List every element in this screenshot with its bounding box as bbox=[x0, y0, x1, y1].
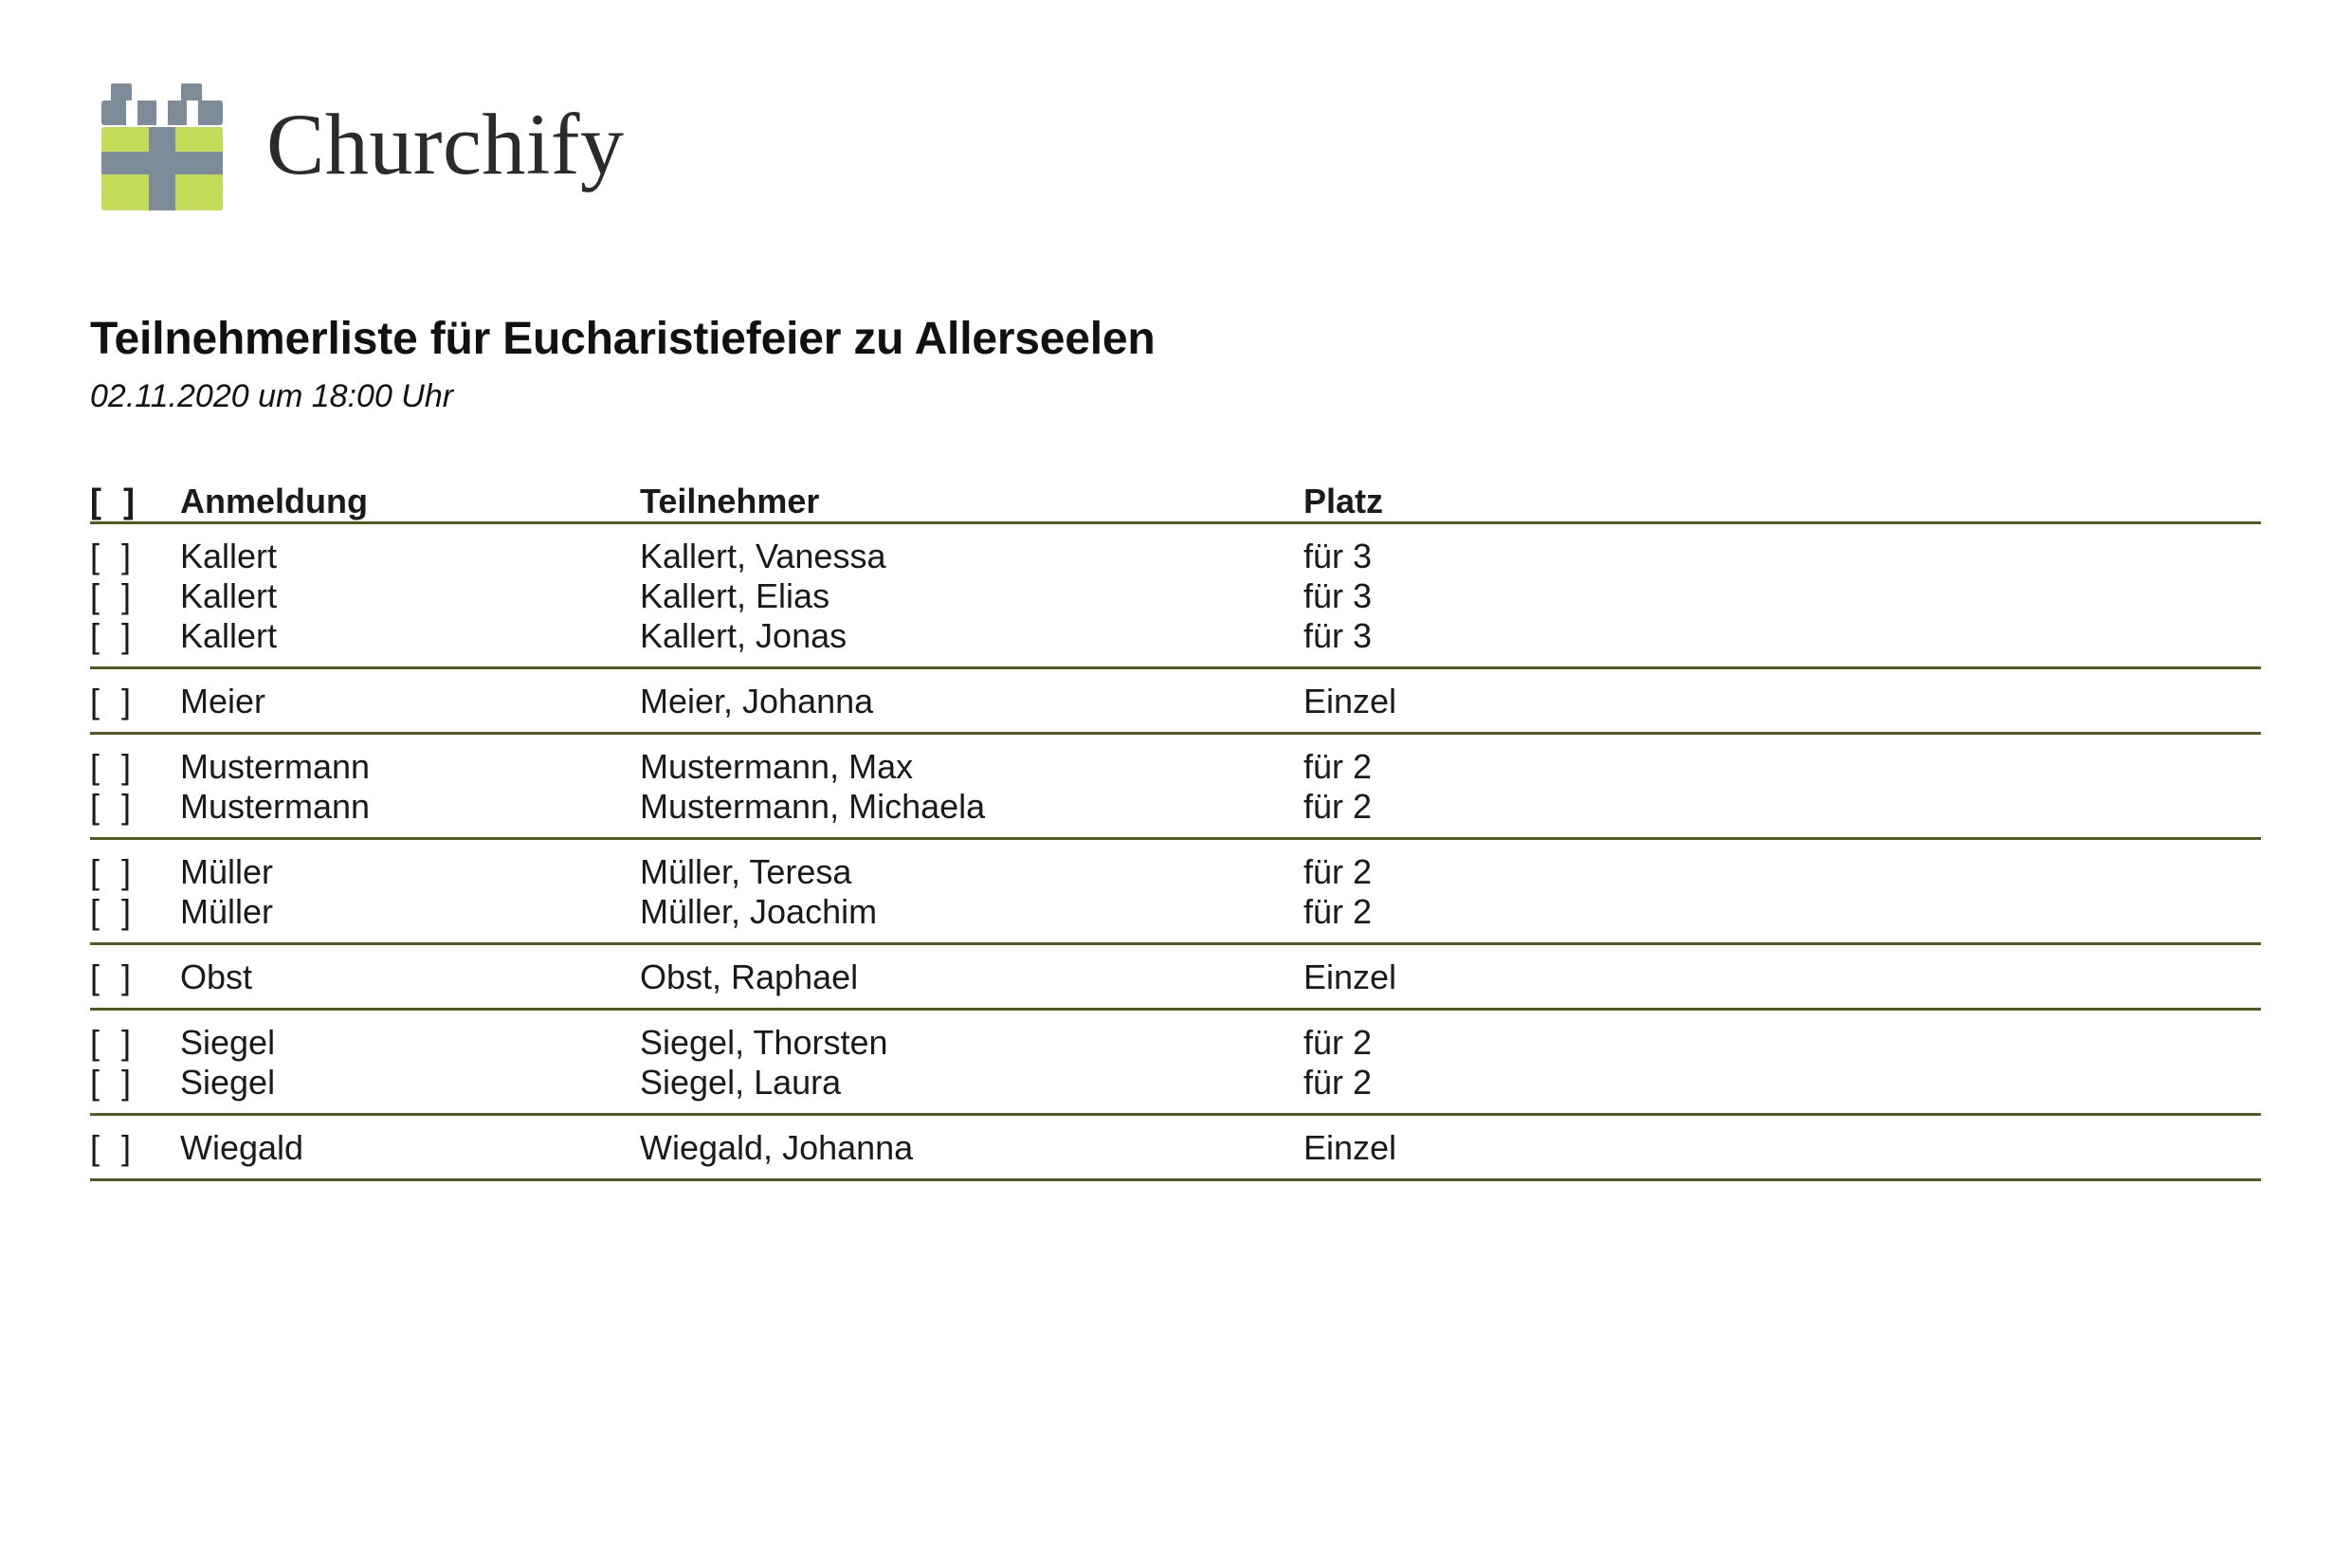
brand-name: Churchify bbox=[266, 96, 625, 192]
row-teilnehmer: Wiegald, Johanna bbox=[640, 1115, 1303, 1180]
page-title: Teilnehmerliste für Eucharistiefeier zu Allerseelen bbox=[90, 314, 1156, 364]
church-building-icon bbox=[90, 80, 234, 214]
header-checkbox: [ ] bbox=[90, 482, 136, 520]
table-row bbox=[90, 1010, 2261, 1064]
table-row bbox=[90, 616, 2261, 668]
row-anmeldung: Kallert bbox=[180, 616, 640, 668]
row-checkbox[interactable]: [ ] bbox=[90, 668, 180, 734]
row-teilnehmer: Mustermann, Michaela bbox=[640, 787, 1303, 839]
row-checkbox[interactable]: [ ] bbox=[90, 787, 180, 839]
row-platz: für 2 bbox=[1303, 747, 1373, 786]
row-teilnehmer: Obst, Raphael bbox=[640, 944, 1303, 1010]
header-anmeldung: Anmeldung bbox=[180, 482, 368, 520]
row-teilnehmer: Müller, Joachim bbox=[640, 892, 1303, 944]
row-teilnehmer: Meier, Johanna bbox=[640, 668, 1303, 734]
row-teilnehmer: Kallert, Jonas bbox=[640, 616, 1303, 668]
row-anmeldung: Siegel bbox=[180, 1063, 640, 1115]
row-checkbox[interactable]: [ ] bbox=[90, 616, 180, 668]
row-teilnehmer: Müller, Teresa bbox=[640, 852, 852, 891]
table-row bbox=[90, 576, 2261, 616]
row-platz: für 2 bbox=[1303, 852, 1373, 891]
row-teilnehmer: Siegel, Thorsten bbox=[640, 1023, 888, 1062]
header-platz: Platz bbox=[1303, 482, 1384, 520]
table-row bbox=[90, 1115, 2261, 1180]
row-platz: für 3 bbox=[1303, 537, 1373, 575]
row-teilnehmer: Kallert, Vanessa bbox=[640, 537, 886, 575]
row-platz: für 3 bbox=[1303, 616, 2261, 668]
page-subtitle: 02.11.2020 um 18:00 Uhr bbox=[90, 378, 454, 414]
row-teilnehmer: Kallert, Elias bbox=[640, 576, 830, 615]
row-checkbox[interactable]: [ ] bbox=[90, 944, 180, 1010]
table-row bbox=[90, 1063, 2261, 1115]
table-row bbox=[90, 787, 2261, 839]
row-platz: für 2 bbox=[1303, 1063, 2261, 1115]
table-header-row bbox=[90, 482, 2261, 523]
row-platz: Einzel bbox=[1303, 1115, 2261, 1180]
row-checkbox[interactable]: [ ] bbox=[90, 1115, 180, 1180]
row-platz: Einzel bbox=[1303, 668, 2261, 734]
row-anmeldung: Mustermann bbox=[180, 747, 371, 786]
row-teilnehmer: Siegel, Laura bbox=[640, 1063, 1303, 1115]
row-platz: für 3 bbox=[1303, 576, 1373, 615]
row-anmeldung: Meier bbox=[180, 668, 640, 734]
table-body bbox=[90, 523, 2261, 1180]
row-anmeldung: Müller bbox=[180, 892, 640, 944]
table-row bbox=[90, 523, 2261, 577]
row-checkbox[interactable]: [ ] bbox=[90, 576, 133, 615]
row-anmeldung: Kallert bbox=[180, 576, 278, 615]
row-checkbox[interactable]: [ ] bbox=[90, 1023, 133, 1062]
row-checkbox[interactable]: [ ] bbox=[90, 747, 133, 786]
row-platz: für 2 bbox=[1303, 1023, 1373, 1062]
header-teilnehmer: Teilnehmer bbox=[640, 482, 820, 520]
table-row bbox=[90, 892, 2261, 944]
row-checkbox[interactable]: [ ] bbox=[90, 852, 133, 891]
row-checkbox[interactable]: [ ] bbox=[90, 892, 180, 944]
participants-table bbox=[90, 482, 2261, 1181]
row-teilnehmer: Mustermann, Max bbox=[640, 747, 914, 786]
row-anmeldung: Kallert bbox=[180, 537, 278, 575]
row-anmeldung: Mustermann bbox=[180, 787, 640, 839]
table-row bbox=[90, 668, 2261, 734]
row-checkbox[interactable]: [ ] bbox=[90, 537, 133, 575]
table-row bbox=[90, 944, 2261, 1010]
brand-header bbox=[90, 66, 2261, 228]
row-platz: für 2 bbox=[1303, 892, 2261, 944]
row-platz: Einzel bbox=[1303, 944, 2261, 1010]
table-row bbox=[90, 839, 2261, 893]
row-anmeldung: Müller bbox=[180, 852, 274, 891]
row-anmeldung: Wiegald bbox=[180, 1115, 640, 1180]
row-anmeldung: Obst bbox=[180, 944, 640, 1010]
row-checkbox[interactable]: [ ] bbox=[90, 1063, 180, 1115]
table-row bbox=[90, 734, 2261, 788]
row-anmeldung: Siegel bbox=[180, 1023, 276, 1062]
row-platz: für 2 bbox=[1303, 787, 2261, 839]
